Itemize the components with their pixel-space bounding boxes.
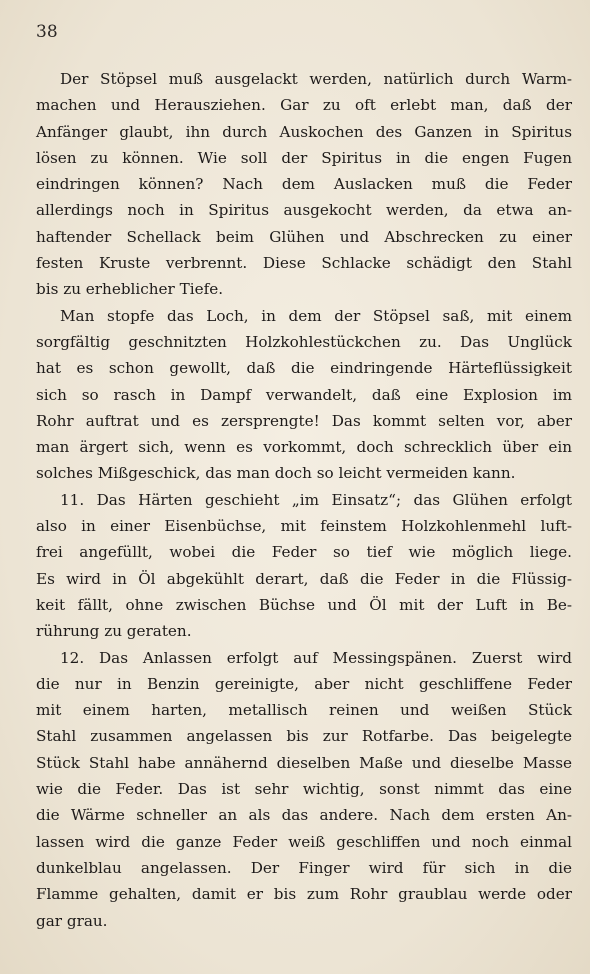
text-line: Es wird in Öl abgekühlt derart, daß die Feder in die Flüssig- — [36, 569, 572, 588]
text-line: lösen zu können. Wie soll der Spiritus in die engen Fugen — [36, 148, 572, 167]
text-line: solches Mißgeschick, das man doch so leicht vermeiden kann. — [36, 464, 516, 483]
text-line: rührung zu geraten. — [36, 622, 192, 641]
text-line: die nur in Benzin gereinigte, aber nicht geschliffene Feder — [36, 674, 572, 693]
page-number: 38 — [36, 22, 58, 42]
text-line: keit fällt, ohne zwischen Büchse und Öl mit der Luft in Be- — [36, 595, 572, 614]
text-line: die Wärme schneller an als das andere. Nach dem ersten An- — [36, 806, 572, 825]
text-line: sich so rasch in Dampf verwandelt, daß eine Explosion im — [36, 385, 572, 404]
text-line: 11. Das Härten geschieht „im Einsatz“; das Glühen erfolgt — [60, 490, 572, 509]
text-line: Rohr auftrat und es zersprengte! Das kommt selten vor, aber — [36, 411, 572, 430]
text-line: lassen wird die ganze Feder weiß geschliffen und noch einmal — [36, 832, 572, 851]
text-line: man ärgert sich, wenn es vorkommt, doch schrecklich über ein — [36, 438, 572, 457]
text-line: haftender Schellack beim Glühen und Abschrecken zu einer — [36, 227, 572, 246]
text-line: sorgfältig geschnitzten Holzkohlestückchen zu. Das Unglück — [36, 332, 572, 351]
text-line: Der Stöpsel muß ausgelackt werden, natürlich durch Warm- — [60, 70, 572, 88]
text-line: gar grau. — [36, 911, 108, 930]
text-line: Stahl zusammen angelassen bis zur Rotfarbe. Das beigelegte — [36, 727, 572, 746]
text-line: Anfänger glaubt, ihn durch Auskochen des Ganzen in Spiritus — [36, 122, 572, 141]
text-line: Flamme gehalten, damit er bis zum Rohr graublau werde oder — [36, 885, 572, 904]
body-text — [36, 66, 572, 934]
text-line: frei angefüllt, wobei die Feder so tief wie möglich liege. — [36, 543, 572, 562]
text-line: bis zu erheblicher Tiefe. — [36, 280, 224, 299]
text-line: festen Kruste verbrennt. Diese Schlacke schädigt den Stahl — [36, 254, 572, 273]
text-line: dunkelblau angelassen. Der Finger wird für sich in die — [36, 858, 572, 877]
text-line: mit einem harten, metallisch reinen und weißen Stück — [36, 701, 572, 720]
text-line: also in einer Eisenbüchse, mit feinstem Holzkohlenmehl luft- — [36, 517, 572, 536]
text-line: eindringen können? Nach dem Auslacken muß die Feder — [36, 175, 572, 194]
text-line: wie die Feder. Das ist sehr wichtig, sonst nimmt das eine — [36, 780, 572, 799]
text-line: Stück Stahl habe annähernd dieselben Maße und dieselbe Masse — [36, 753, 572, 772]
text-line: Man stopfe das Loch, in dem der Stöpsel saß, mit einem — [60, 306, 572, 325]
text-line: machen und Herausziehen. Gar zu oft erlebt man, daß der — [36, 96, 572, 115]
text-line: allerdings noch in Spiritus ausgekocht werden, da etwa an- — [36, 201, 572, 220]
text-line: 12. Das Anlassen erfolgt auf Messingspänen. Zuerst wird — [60, 648, 572, 667]
text-line: hat es schon gewollt, daß die eindringende Härteflüssigkeit — [36, 359, 572, 378]
